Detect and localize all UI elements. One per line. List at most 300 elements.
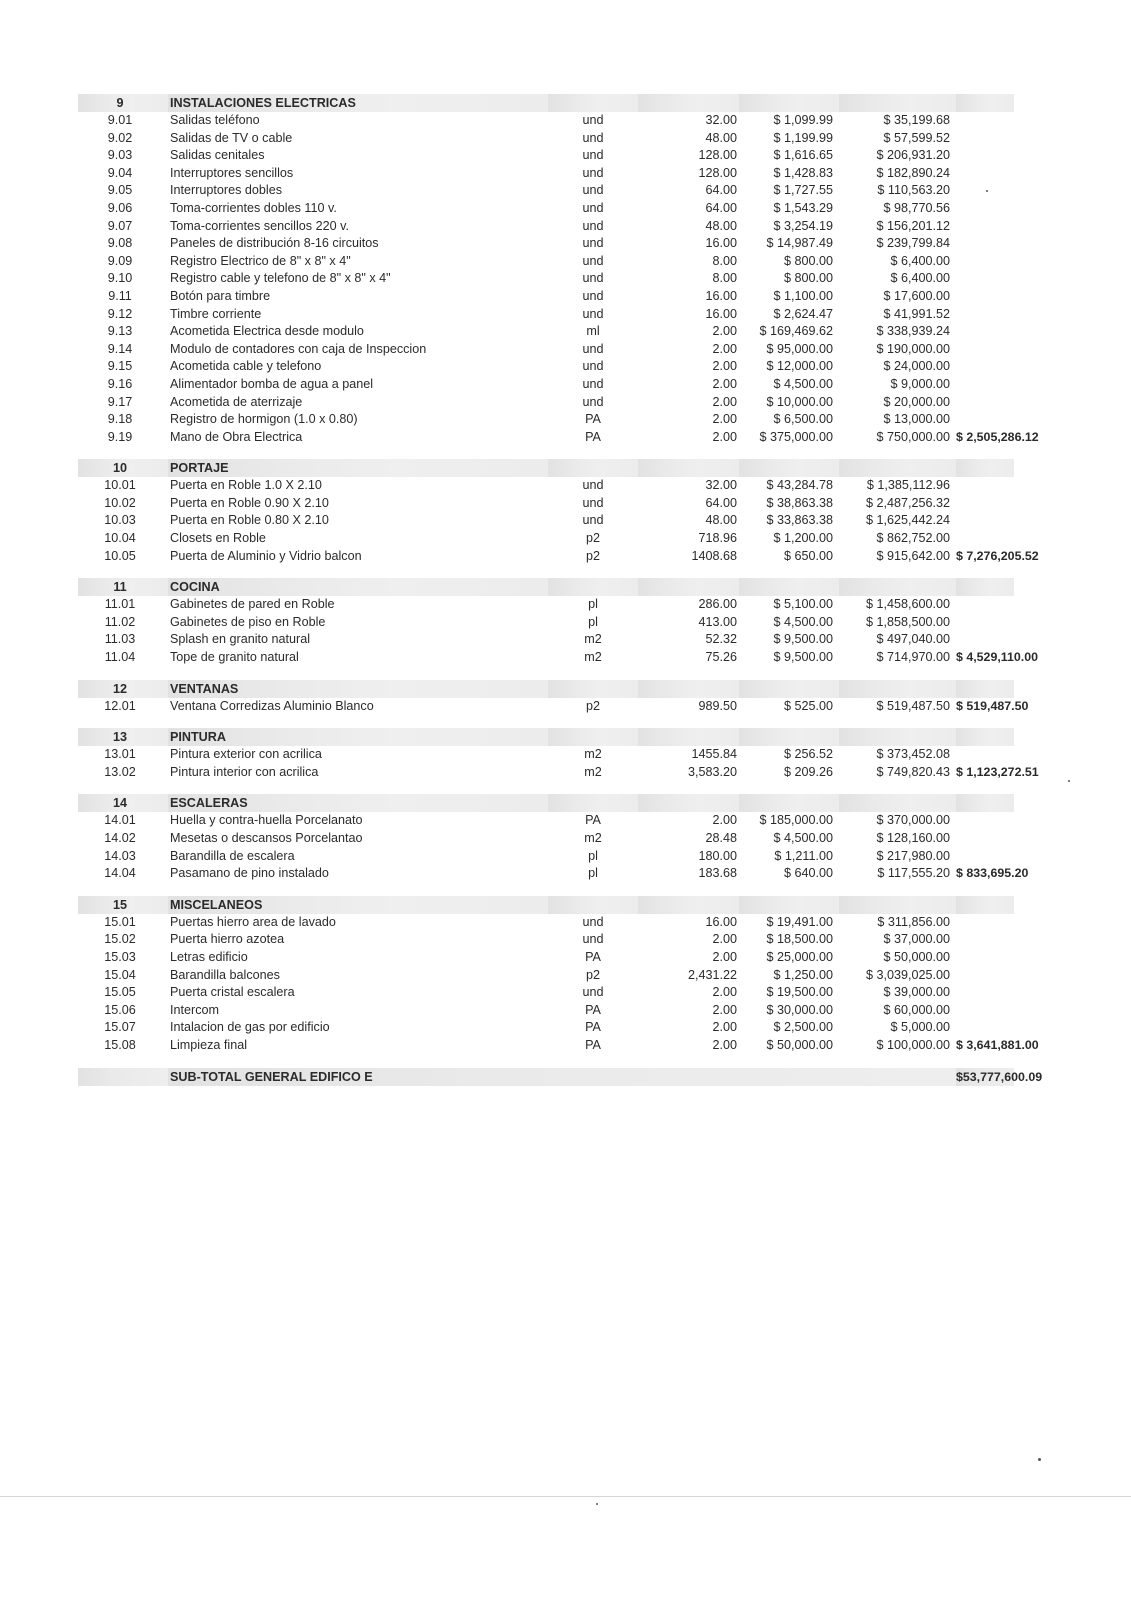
section-subtotal: $ 2,505,286.12 bbox=[956, 429, 1039, 444]
item-unit: pl bbox=[588, 848, 598, 863]
item-unit: m2 bbox=[584, 764, 602, 779]
empty-cell bbox=[956, 218, 1014, 236]
table-row bbox=[78, 698, 1014, 716]
item-code: 13.02 bbox=[104, 764, 136, 779]
empty-cell bbox=[956, 477, 1014, 495]
item-description: Pasamano de pino instalado bbox=[170, 866, 329, 881]
item-code: 9.04 bbox=[107, 165, 133, 180]
section-header bbox=[78, 728, 1014, 746]
section-header bbox=[78, 794, 1014, 812]
section-header-fill bbox=[739, 578, 839, 596]
item-description: Acometida de aterrizaje bbox=[170, 394, 303, 409]
item-quantity: 28.48 bbox=[705, 831, 737, 845]
item-code: 15.02 bbox=[104, 932, 136, 947]
empty-cell bbox=[956, 394, 1014, 412]
scan-speck bbox=[1038, 1458, 1041, 1461]
item-quantity: 2.00 bbox=[712, 1020, 737, 1035]
item-total: $ 13,000.00 bbox=[883, 412, 950, 427]
section-header-fill bbox=[548, 459, 638, 477]
grand-total-label: SUB-TOTAL GENERAL EDIFICO E bbox=[168, 1068, 956, 1086]
grand-total-spacer bbox=[78, 1068, 168, 1086]
item-total: $ 57,599.52 bbox=[883, 130, 950, 145]
item-unit-price: $ 14,987.49 bbox=[766, 236, 833, 251]
section-header-fill bbox=[638, 459, 739, 477]
item-unit: und bbox=[582, 985, 604, 1000]
item-code: 15.01 bbox=[104, 914, 136, 929]
empty-cell bbox=[956, 235, 1014, 253]
table-row bbox=[78, 323, 1014, 341]
item-quantity: 286.00 bbox=[698, 597, 737, 612]
item-code: 15.06 bbox=[104, 1002, 136, 1017]
item-description: Puerta cristal escalera bbox=[170, 985, 295, 1000]
item-unit: m2 bbox=[584, 650, 602, 665]
grand-total-row bbox=[78, 1068, 1014, 1086]
item-unit-price: $ 1,199.99 bbox=[773, 130, 833, 145]
item-total: $ 915,642.00 bbox=[876, 548, 950, 563]
empty-cell bbox=[956, 631, 1014, 649]
item-unit-price: $ 525.00 bbox=[783, 698, 833, 713]
section-header-fill bbox=[839, 680, 956, 698]
item-unit: PA bbox=[585, 1037, 601, 1052]
item-quantity: 64.00 bbox=[705, 495, 737, 510]
empty-cell bbox=[956, 112, 1014, 130]
item-unit: und bbox=[582, 218, 604, 233]
item-description: Acometida Electrica desde modulo bbox=[170, 324, 364, 339]
item-code: 9.17 bbox=[107, 394, 133, 409]
item-unit: p2 bbox=[585, 531, 600, 546]
item-quantity: 2.00 bbox=[712, 429, 737, 444]
section-header-fill bbox=[739, 94, 839, 112]
item-unit-price: $ 2,624.47 bbox=[773, 306, 833, 321]
item-total: $ 182,890.24 bbox=[876, 165, 950, 180]
section-header-fill bbox=[739, 794, 839, 812]
item-unit-price: $ 1,099.99 bbox=[773, 113, 833, 127]
section-header-fill bbox=[839, 794, 956, 812]
item-total: $ 2,487,256.32 bbox=[865, 495, 950, 510]
item-unit: PA bbox=[585, 1020, 601, 1035]
item-total: $ 497,040.00 bbox=[876, 632, 950, 647]
item-total: $ 862,752.00 bbox=[876, 531, 950, 546]
item-quantity: 64.00 bbox=[705, 200, 737, 215]
item-code: 9.11 bbox=[108, 288, 132, 303]
item-unit: und bbox=[582, 341, 604, 356]
empty-cell bbox=[956, 949, 1014, 967]
table-row bbox=[78, 147, 1014, 165]
item-code: 9.07 bbox=[107, 218, 133, 233]
item-total: $ 128,160.00 bbox=[876, 831, 950, 845]
table-row bbox=[78, 341, 1014, 359]
item-code: 9.09 bbox=[107, 253, 133, 268]
empty-cell bbox=[956, 358, 1014, 376]
item-description: Toma-corrientes sencillos 220 v. bbox=[170, 218, 349, 233]
item-total: $ 100,000.00 bbox=[876, 1037, 950, 1052]
item-code: 10.03 bbox=[104, 513, 136, 528]
section-header-fill bbox=[956, 794, 1014, 812]
item-unit-price: $ 33,863.38 bbox=[766, 513, 833, 528]
item-unit: pl bbox=[588, 866, 598, 881]
empty-cell bbox=[956, 614, 1014, 632]
item-unit-price: $ 19,500.00 bbox=[766, 985, 833, 1000]
item-unit-price: $ 1,200.00 bbox=[773, 531, 833, 546]
item-unit: und bbox=[582, 113, 604, 127]
item-code: 9.14 bbox=[107, 341, 133, 356]
section-header-fill bbox=[839, 896, 956, 914]
item-code: 9.08 bbox=[107, 236, 133, 251]
item-description: Huella y contra-huella Porcelanato bbox=[170, 813, 363, 828]
empty-cell bbox=[956, 411, 1014, 429]
item-code: 11.01 bbox=[104, 597, 136, 612]
item-unit-price: $ 256.52 bbox=[783, 747, 833, 762]
budget-table-body bbox=[78, 94, 1043, 1086]
table-row bbox=[78, 865, 1014, 883]
item-total: $ 110,563.20 bbox=[877, 183, 950, 198]
section-spacer bbox=[78, 781, 1014, 794]
table-row bbox=[78, 182, 1014, 200]
table-row bbox=[78, 631, 1014, 649]
item-unit: und bbox=[582, 495, 604, 510]
item-quantity: 48.00 bbox=[705, 218, 737, 233]
item-unit: und bbox=[582, 376, 604, 391]
budget-sheet bbox=[78, 94, 1043, 1086]
item-description: Limpieza final bbox=[170, 1037, 248, 1052]
item-unit: p2 bbox=[585, 698, 600, 713]
empty-cell bbox=[956, 306, 1014, 324]
section-header-fill bbox=[638, 728, 739, 746]
item-unit-price: $ 2,500.00 bbox=[773, 1020, 833, 1035]
table-row bbox=[78, 984, 1014, 1002]
item-code: 10.01 bbox=[104, 478, 136, 493]
item-quantity: 64.00 bbox=[705, 183, 737, 198]
table-row bbox=[78, 477, 1014, 495]
item-description: Gabinetes de piso en Roble bbox=[170, 614, 326, 629]
table-row bbox=[78, 306, 1014, 324]
section-header-fill bbox=[638, 794, 739, 812]
empty-cell bbox=[956, 182, 1014, 200]
item-unit-price: $ 640.00 bbox=[783, 866, 833, 881]
section-title: ESCALERAS bbox=[168, 794, 548, 812]
section-code: 11 bbox=[78, 578, 168, 596]
item-description: Intalacion de gas por edificio bbox=[170, 1020, 330, 1035]
item-description: Interruptores dobles bbox=[170, 183, 283, 198]
item-total: $ 217,980.00 bbox=[876, 848, 950, 863]
item-quantity: 2.00 bbox=[712, 1037, 737, 1052]
item-description: Puerta en Roble 0.90 X 2.10 bbox=[170, 495, 329, 510]
item-quantity: 32.00 bbox=[705, 478, 737, 493]
item-code: 9.12 bbox=[107, 306, 133, 321]
item-quantity: 2.00 bbox=[712, 932, 737, 947]
item-code: 15.08 bbox=[104, 1037, 136, 1052]
section-header-fill bbox=[956, 578, 1014, 596]
item-total: $ 6,400.00 bbox=[890, 253, 950, 268]
section-code: 10 bbox=[78, 459, 168, 477]
item-total: $ 1,458,600.00 bbox=[865, 597, 950, 612]
item-unit: und bbox=[582, 932, 604, 947]
item-description: Pintura interior con acrilica bbox=[170, 764, 319, 779]
item-unit: und bbox=[582, 200, 604, 215]
item-quantity: 2.00 bbox=[712, 1002, 737, 1017]
table-row bbox=[78, 746, 1014, 764]
section-header-fill bbox=[548, 896, 638, 914]
grand-total-value: $53,777,600.09 bbox=[956, 1069, 1043, 1084]
item-unit-price: $ 1,727.55 bbox=[773, 183, 833, 198]
table-row bbox=[78, 530, 1014, 548]
table-row bbox=[78, 848, 1014, 866]
item-description: Registro Electrico de 8" x 8" x 4" bbox=[170, 253, 351, 268]
table-row bbox=[78, 830, 1014, 848]
item-total: $ 60,000.00 bbox=[883, 1002, 950, 1017]
item-code: 14.02 bbox=[104, 831, 136, 845]
item-total: $ 1,385,112.96 bbox=[866, 478, 950, 493]
item-description: Registro cable y telefono de 8" x 8" x 4" bbox=[170, 271, 391, 286]
item-unit-price: $ 30,000.00 bbox=[766, 1002, 833, 1017]
table-row bbox=[78, 270, 1014, 288]
item-description: Salidas de TV o cable bbox=[170, 130, 293, 145]
item-total: $ 6,400.00 bbox=[890, 271, 950, 286]
page-edge-line bbox=[0, 1496, 1131, 1497]
item-code: 12.01 bbox=[104, 698, 136, 713]
table-row bbox=[78, 165, 1014, 183]
item-quantity: 8.00 bbox=[712, 271, 737, 286]
item-quantity: 75.26 bbox=[705, 650, 737, 665]
item-description: Splash en granito natural bbox=[170, 632, 311, 647]
item-unit-price: $ 19,491.00 bbox=[766, 914, 833, 929]
item-description: Salidas cenitales bbox=[170, 148, 265, 163]
empty-cell bbox=[956, 984, 1014, 1002]
section-spacer bbox=[78, 565, 1014, 578]
item-unit-price: $ 1,211.00 bbox=[774, 848, 833, 863]
table-row bbox=[78, 548, 1014, 566]
empty-cell bbox=[956, 848, 1014, 866]
section-spacer bbox=[78, 715, 1014, 728]
item-total: $ 750,000.00 bbox=[876, 429, 950, 444]
empty-cell bbox=[956, 253, 1014, 271]
item-description: Tope de granito natural bbox=[170, 650, 299, 665]
section-header-fill bbox=[739, 459, 839, 477]
item-unit-price: $ 375,000.00 bbox=[759, 429, 833, 444]
item-total: $ 3,039,025.00 bbox=[865, 967, 950, 982]
section-spacer bbox=[78, 667, 1014, 680]
item-total: $ 370,000.00 bbox=[876, 813, 950, 828]
item-code: 14.01 bbox=[104, 813, 136, 828]
item-total: $ 98,770.56 bbox=[883, 200, 950, 215]
item-total: $ 35,199.68 bbox=[883, 113, 950, 127]
empty-cell bbox=[956, 376, 1014, 394]
item-unit-price: $ 4,500.00 bbox=[773, 614, 833, 629]
scan-speck bbox=[1068, 780, 1070, 782]
table-row bbox=[78, 200, 1014, 218]
item-quantity: 2.00 bbox=[712, 376, 737, 391]
item-description: Barandilla balcones bbox=[170, 967, 280, 982]
item-unit: und bbox=[582, 288, 604, 303]
section-code: 14 bbox=[78, 794, 168, 812]
empty-cell bbox=[956, 495, 1014, 513]
item-description: Puerta hierro azotea bbox=[170, 932, 285, 947]
budget-table bbox=[78, 94, 1043, 1086]
table-row bbox=[78, 376, 1014, 394]
item-code: 15.07 bbox=[104, 1020, 136, 1035]
item-quantity: 413.00 bbox=[698, 614, 737, 629]
item-unit-price: $ 1,543.29 bbox=[773, 200, 833, 215]
item-unit-price: $ 800.00 bbox=[783, 271, 833, 286]
section-title: MISCELANEOS bbox=[168, 896, 548, 914]
item-total: $ 9,000.00 bbox=[890, 376, 950, 391]
item-unit-price: $ 38,863.38 bbox=[766, 495, 833, 510]
section-header-fill bbox=[638, 680, 739, 698]
item-unit-price: $ 9,500.00 bbox=[773, 650, 833, 665]
section-spacer bbox=[78, 1055, 1014, 1068]
table-row bbox=[78, 764, 1014, 782]
table-row bbox=[78, 1037, 1014, 1055]
section-header-fill bbox=[638, 896, 739, 914]
item-description: Acometida cable y telefono bbox=[170, 359, 322, 374]
item-unit-price: $ 5,100.00 bbox=[773, 597, 833, 612]
item-unit: und bbox=[582, 478, 604, 493]
item-code: 10.04 bbox=[104, 531, 136, 546]
section-title: PINTURA bbox=[168, 728, 548, 746]
item-total: $ 41,991.52 bbox=[883, 306, 950, 321]
table-row bbox=[78, 614, 1014, 632]
table-row bbox=[78, 914, 1014, 932]
table-row bbox=[78, 512, 1014, 530]
item-quantity: 48.00 bbox=[705, 513, 737, 528]
item-description: Mesetas o descansos Porcelantao bbox=[170, 831, 363, 845]
table-row bbox=[78, 235, 1014, 253]
item-quantity: 1455.84 bbox=[691, 747, 737, 762]
item-total: $ 749,820.43 bbox=[876, 764, 950, 779]
empty-cell bbox=[956, 746, 1014, 764]
item-quantity: 16.00 bbox=[705, 306, 737, 321]
item-total: $ 20,000.00 bbox=[883, 394, 950, 409]
item-total: $ 190,000.00 bbox=[876, 341, 950, 356]
section-title: INSTALACIONES ELECTRICAS bbox=[168, 94, 548, 112]
section-subtotal: $ 833,695.20 bbox=[956, 866, 1029, 881]
section-header-fill bbox=[956, 94, 1014, 112]
item-unit-price: $ 1,100.00 bbox=[773, 288, 833, 303]
item-total: $ 206,931.20 bbox=[876, 148, 950, 163]
item-unit: und bbox=[582, 148, 604, 163]
empty-cell bbox=[956, 323, 1014, 341]
table-row bbox=[78, 949, 1014, 967]
empty-cell bbox=[956, 1002, 1014, 1020]
item-description: Letras edificio bbox=[170, 949, 248, 964]
section-header-fill bbox=[956, 728, 1014, 746]
item-unit: und bbox=[582, 513, 604, 528]
table-row bbox=[78, 931, 1014, 949]
section-header bbox=[78, 94, 1014, 112]
item-quantity: 2,431.22 bbox=[687, 967, 737, 982]
item-total: $ 1,625,442.24 bbox=[865, 513, 950, 528]
item-total: $ 50,000.00 bbox=[883, 949, 950, 964]
section-header-fill bbox=[839, 459, 956, 477]
section-header bbox=[78, 896, 1014, 914]
item-code: 15.03 bbox=[104, 949, 136, 964]
section-spacer bbox=[78, 446, 1014, 459]
item-total: $ 5,000.00 bbox=[890, 1020, 950, 1035]
item-description: Salidas teléfono bbox=[170, 113, 260, 127]
section-header-fill bbox=[956, 680, 1014, 698]
table-row bbox=[78, 1019, 1014, 1037]
item-quantity: 718.96 bbox=[698, 531, 737, 546]
section-header-fill bbox=[548, 680, 638, 698]
item-quantity: 16.00 bbox=[705, 288, 737, 303]
item-unit-price: $ 25,000.00 bbox=[766, 949, 833, 964]
item-total: $ 714,970.00 bbox=[876, 650, 950, 665]
section-header-fill bbox=[548, 94, 638, 112]
item-unit-price: $ 4,500.00 bbox=[773, 376, 833, 391]
item-unit: PA bbox=[585, 813, 601, 828]
table-row bbox=[78, 596, 1014, 614]
section-header-fill bbox=[548, 578, 638, 596]
item-code: 9.18 bbox=[107, 412, 133, 427]
item-quantity: 3,583.20 bbox=[687, 764, 737, 779]
table-row bbox=[78, 358, 1014, 376]
empty-cell bbox=[956, 165, 1014, 183]
table-row bbox=[78, 130, 1014, 148]
empty-cell bbox=[956, 1019, 1014, 1037]
item-code: 9.15 bbox=[107, 359, 133, 374]
item-quantity: 183.68 bbox=[698, 866, 737, 881]
item-unit: pl bbox=[588, 597, 598, 612]
section-header-fill bbox=[739, 728, 839, 746]
item-total: $ 39,000.00 bbox=[883, 985, 950, 1000]
item-unit: m2 bbox=[584, 831, 602, 845]
item-quantity: 2.00 bbox=[712, 394, 737, 409]
section-subtotal: $ 1,123,272.51 bbox=[956, 764, 1039, 779]
item-code: 10.02 bbox=[104, 495, 136, 510]
section-header-fill bbox=[839, 578, 956, 596]
item-quantity: 8.00 bbox=[712, 253, 737, 268]
empty-cell bbox=[956, 270, 1014, 288]
item-quantity: 180.00 bbox=[698, 848, 737, 863]
item-unit: und bbox=[582, 271, 604, 286]
item-unit-price: $ 169,469.62 bbox=[759, 324, 833, 339]
item-unit-price: $ 50,000.00 bbox=[766, 1037, 833, 1052]
item-unit: ml bbox=[586, 324, 600, 339]
item-code: 9.19 bbox=[107, 429, 133, 444]
item-description: Botón para timbre bbox=[170, 288, 271, 303]
item-code: 9.01 bbox=[107, 113, 133, 127]
empty-cell bbox=[956, 914, 1014, 932]
item-quantity: 1408.68 bbox=[691, 548, 737, 563]
item-unit-price: $ 6,500.00 bbox=[773, 412, 833, 427]
item-description: Barandilla de escalera bbox=[170, 848, 295, 863]
item-unit: und bbox=[582, 253, 604, 268]
item-quantity: 32.00 bbox=[705, 113, 737, 127]
section-code: 9 bbox=[78, 94, 168, 112]
item-quantity: 2.00 bbox=[712, 412, 737, 427]
item-code: 15.04 bbox=[104, 967, 136, 982]
item-total: $ 156,201.12 bbox=[876, 218, 950, 233]
table-row bbox=[78, 1002, 1014, 1020]
item-unit-price: $ 650.00 bbox=[783, 548, 833, 563]
item-description: Puerta en Roble 0.80 X 2.10 bbox=[170, 513, 329, 528]
item-quantity: 52.32 bbox=[705, 632, 737, 647]
item-unit: und bbox=[582, 183, 604, 198]
section-code: 15 bbox=[78, 896, 168, 914]
table-row bbox=[78, 495, 1014, 513]
item-unit: pl bbox=[588, 614, 598, 629]
table-row bbox=[78, 394, 1014, 412]
section-code: 12 bbox=[78, 680, 168, 698]
section-header bbox=[78, 459, 1014, 477]
item-unit-price: $ 10,000.00 bbox=[766, 394, 833, 409]
item-unit-price: $ 95,000.00 bbox=[766, 341, 833, 356]
item-unit-price: $ 1,616.65 bbox=[773, 148, 833, 163]
item-unit-price: $ 209.26 bbox=[783, 764, 833, 779]
section-header bbox=[78, 680, 1014, 698]
item-description: Puerta en Roble 1.0 X 2.10 bbox=[170, 478, 322, 493]
item-code: 9.16 bbox=[107, 376, 133, 391]
